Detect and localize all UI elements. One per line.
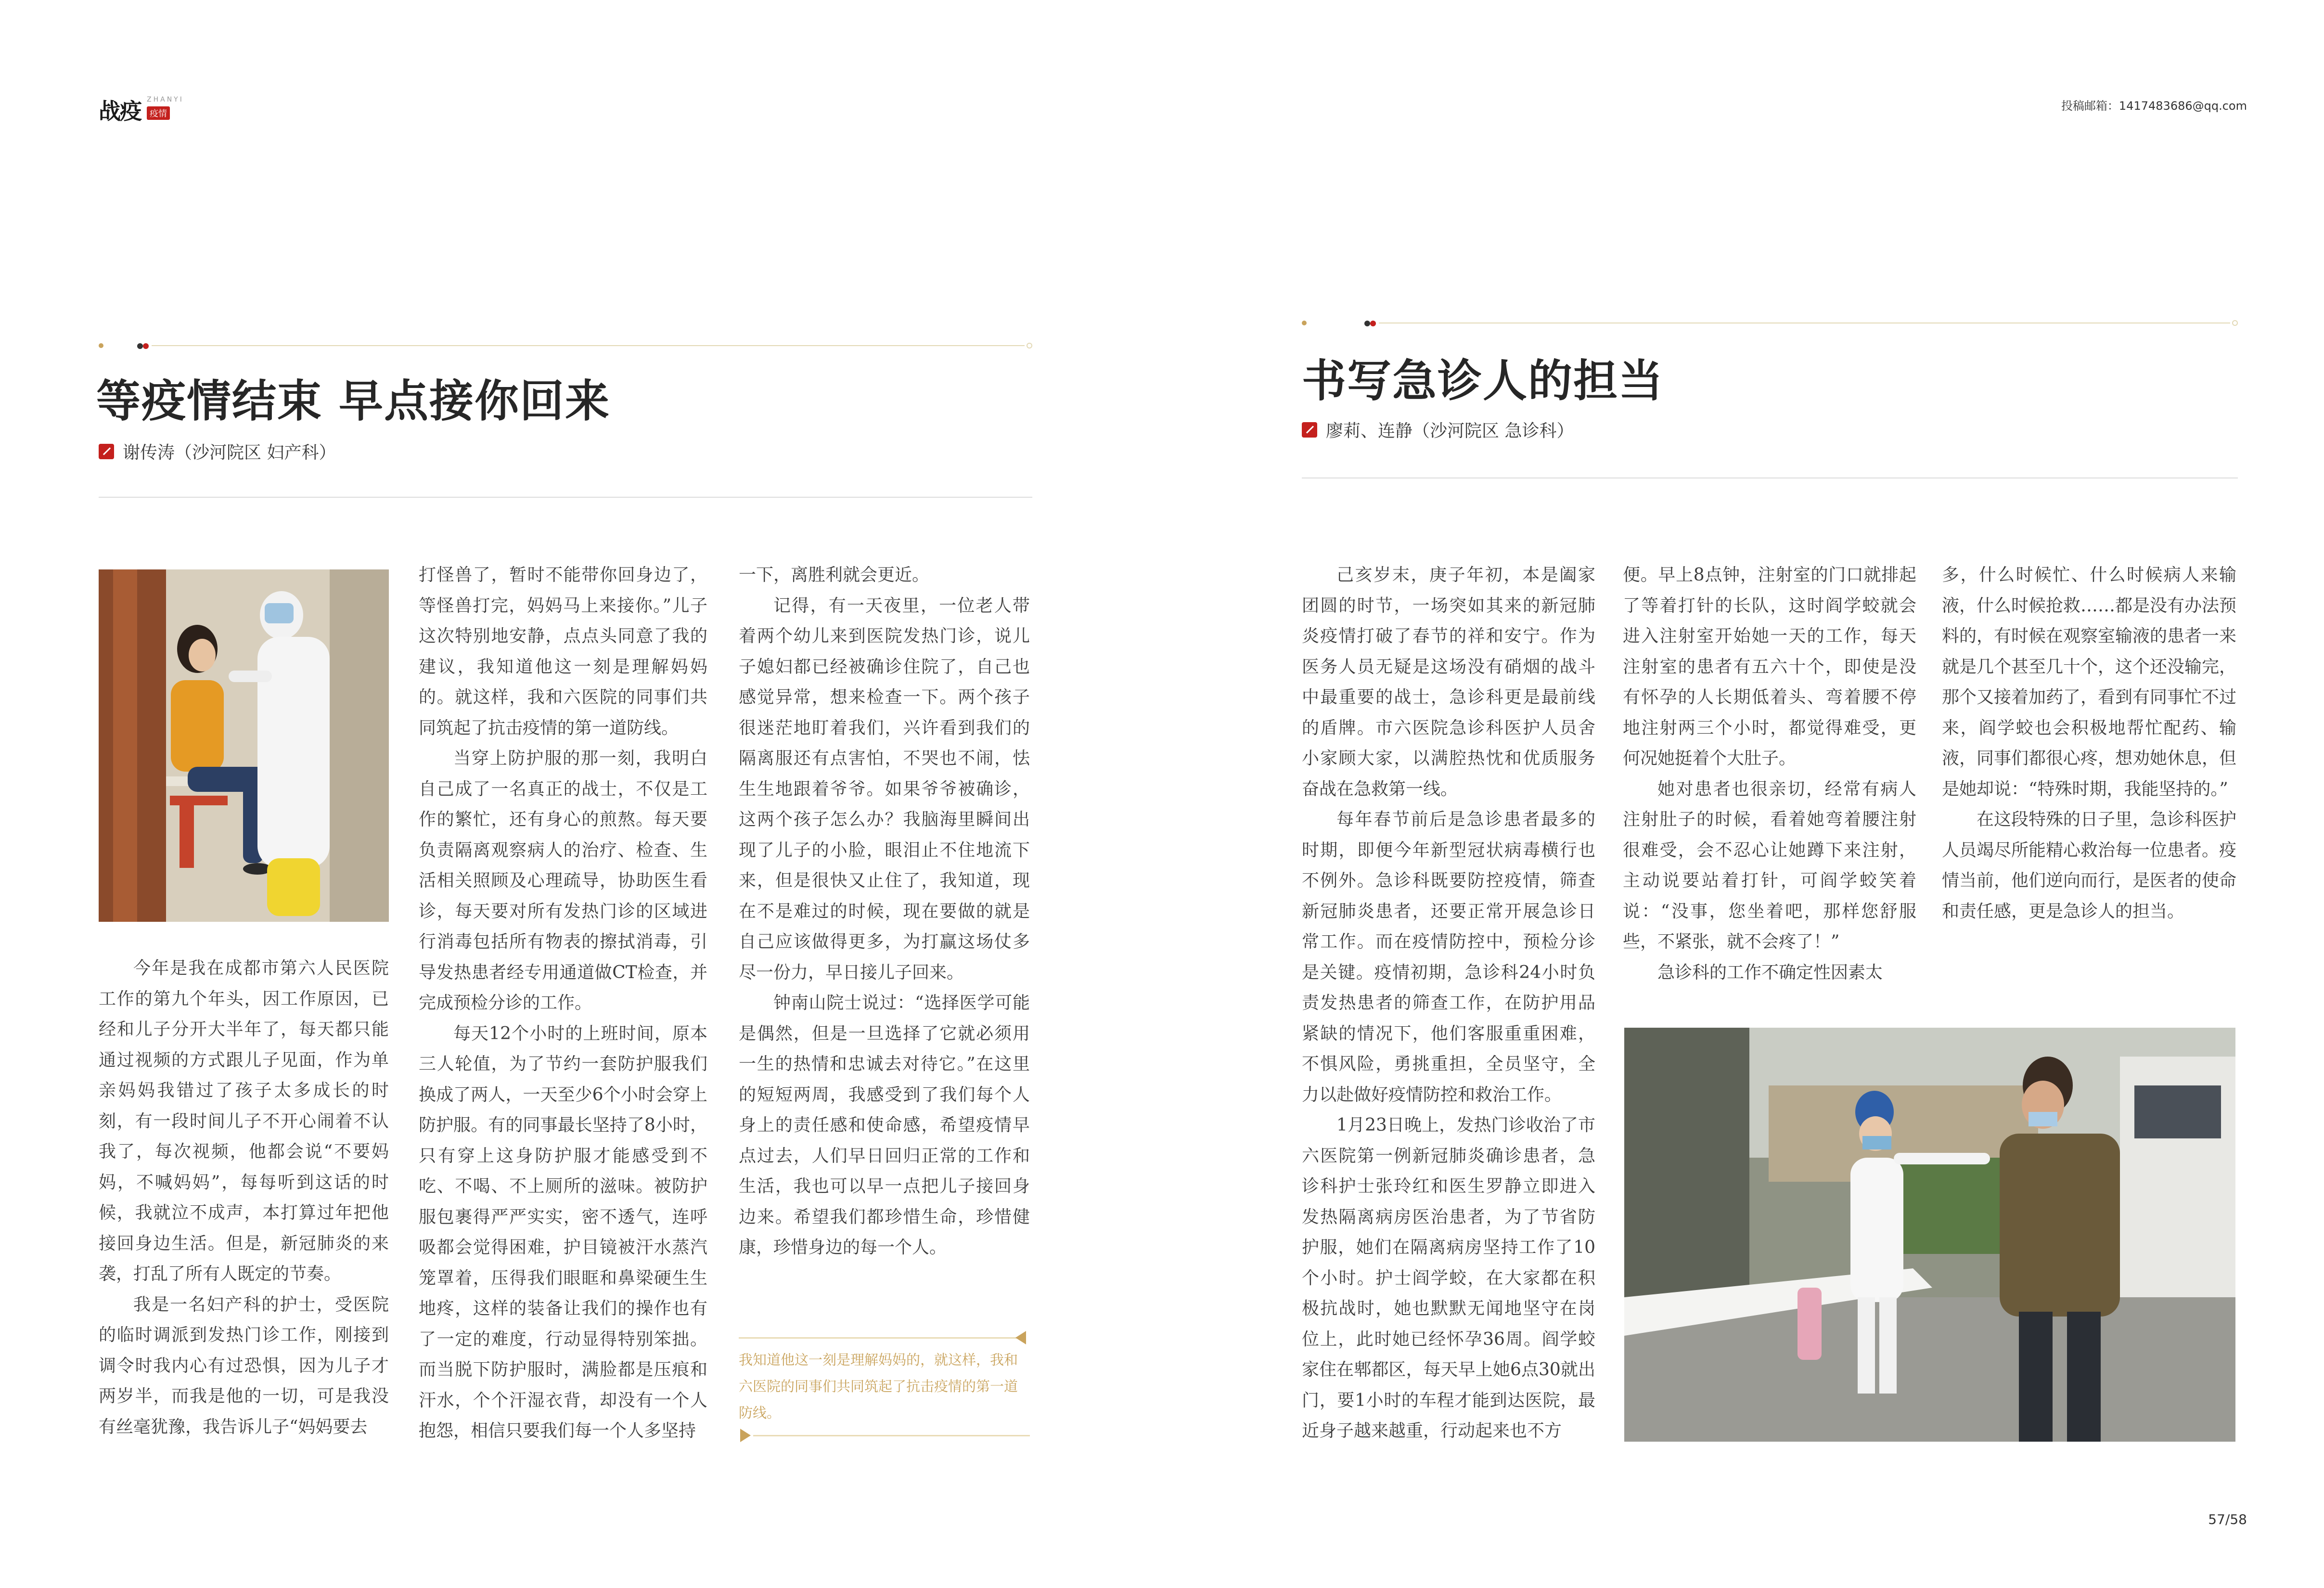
article-byline <box>1302 417 1574 442</box>
paragraph: 多，什么时候忙、什么时候病人来输液，什么时候抢救……都是没有办法预料的，有时候在观察室输液的患者一来就是几个甚至几十个，这个还没输完，那个又接着加药了，看到有同事忙不过来，阎学蛟也会积极地帮忙配药、输液，同事们都很心疼，想劝她休息，但是她却说：“特殊时期，我能坚持的。” <box>1942 565 2237 799</box>
paragraph: 便。早上8点钟，注射室的门口就排起了等着打针的长队，这时阎学蛟就会进入注射室开始她一天的工作，每天注射室的患者有五六十个，即使是没有怀孕的人长期低着头、弯着腰不停地注射两三个小时，都觉得难受，更何况她挺着个大肚子。 <box>1623 565 1916 768</box>
byline-text: 谢传涛（沙河院区 妇产科） <box>123 443 336 463</box>
pen-icon <box>99 444 114 459</box>
article-byline <box>99 439 336 464</box>
pullquote: 我知道他这一刻是理解妈妈的，就这样，我和六医院的同事们共同筑起了抗击疫情的第一道防线。 <box>739 1352 1018 1421</box>
paragraph: 己亥岁末，庚子年初，本是阖家团圆的时节，一场突如其来的新冠肺炎疫情打破了春节的祥和安宁。作为医务人员无疑是这场没有硝烟的战斗中最重要的战士，急诊科更是最前线的盾牌。市六医院急诊科医护人员舍小家顾大家，以满腔热忱和优质服务奋战在急救第一线。 <box>1302 565 1595 799</box>
rule-dot-red <box>1370 321 1376 326</box>
paragraph: 钟南山院士说过：“选择医学可能是偶然，但是一旦选择了它就必须用一生的热情和忠诚去对待它。”在这里的短短两周，我感受到了我们每个人身上的责任感和使命感，希望疫情早点过去，人们早日回归正常的工作和生活，我也可以早一点把儿子接回身边来。希望我们都珍惜生命，珍惜健康，珍惜身边的每一个人。 <box>739 993 1030 1257</box>
paragraph: 今年是我在成都市第六人民医院工作的第九个年头，因工作原因，已经和儿子分开大半年了，每天都只能通过视频的方式跟儿子见面，作为单亲妈妈我错过了孩子太多成长的时刻，有一段时间儿子不开心闹着不认我了，每次视频，他都会说“不要妈妈，不喊妈妈”，每每听到这话的时候，我就泣不成声，本打算过年把他接回身边生活。但是，新冠肺炎的来袭，打乱了所有人既定的节奏。 <box>99 958 389 1284</box>
paragraph: 一下，离胜利就会更近。 <box>739 565 930 585</box>
photo-swab-test <box>99 569 389 922</box>
logo-badge: 疫情 <box>147 106 170 120</box>
paragraph: 1月23日晚上，发热门诊收治了市六医院第一例新冠肺炎确诊患者，急诊科护士张玲红和医生罗静立即进入发热隔离病房医治患者，为了节省防护服，她们在隔离病房坚持工作了10个小时。护士阎学蛟，在大家都在积极抗战时，她也默默无闻地坚守在岗位上，此时她已经怀孕36周。阎学蛟家住在郫都区，每天早上她6点30就出门，要1小时的车程才能到达医院，最近身子越来越重，行动起来也不方 <box>1302 1115 1595 1441</box>
paragraph: 在这段特殊的日子里，急诊科医护人员竭尽所能精心救治每一位患者。疫情当前，他们逆向而行，是医者的使命和责任感，更是急诊人的担当。 <box>1942 810 2237 921</box>
paragraph: 我是一名妇产科的护士，受医院的临时调派到发热门诊工作，刚接到调令时我内心有过恐惧，因为儿子才两岁半，而我是他的一切，可是我没有丝毫犹豫，我告诉儿子“妈妈要去 <box>99 1294 389 1437</box>
paragraph: 当穿上防护服的那一刻，我明白自己成了一名真正的战士，不仅是工作的繁忙，还有身心的煎熬。每天要负责隔离观察病人的治疗、检查、生活相关照顾及心理疏导，协助医生看诊，每天要对所有发热门诊的区域进行消毒包括所有物表的擦拭消毒，引导发热患者经专用通道做CT检查，并完成预检分诊的工作。 <box>419 749 707 1013</box>
byline-text: 廖莉、连静（沙河院区 急诊科） <box>1326 421 1574 441</box>
section-rule-right <box>1302 320 2238 326</box>
title-divider <box>99 497 1032 498</box>
rule-dot-end <box>1027 343 1032 349</box>
photo-temperature-check-illustration <box>1624 1028 2235 1442</box>
photo-swab-test-illustration <box>99 569 389 922</box>
logo-main-text: 战疫 <box>99 98 141 124</box>
rule-dot-black <box>1364 321 1370 326</box>
right-article-column-2 <box>1623 560 1916 988</box>
paragraph: 每年春节前后是急诊患者最多的时期，即便今年新型冠状病毒横行也不例外。急诊科既要防控疫情，筛查新冠肺炎患者，还要正常开展急诊日常工作。而在疫情防控中，预检分诊是关键。疫情初期，急诊科24小时负责发热患者的筛查工作，在防护用品紧缺的情况下，他们客服重重困难，不惧风险，勇挑重担，全员坚守，全力以赴做好疫情防控和救治工作。 <box>1302 810 1595 1105</box>
paragraph: 她对患者也很亲切，经常有病人注射肚子的时候，看着她弯着腰注射很难受，会不忍心让她蹲下来注射，主动说要站着打针，可阎学蛟笑着说：“没事，您坐着吧，那样您舒服些，不紧张，就不会疼了！” <box>1623 779 1916 952</box>
page-number: 57/58 <box>2208 1511 2247 1527</box>
photo-temperature-check <box>1624 1028 2235 1442</box>
left-article-column-1 <box>99 953 389 1442</box>
paragraph: 打怪兽了，暂时不能带你回身边了，等怪兽打完，妈妈马上来接你。”儿子这次特别地安静，点点头同意了我的建议，我知道他这一刻是理解妈妈的。就这样，我和六医院的同事们共同筑起了抗击疫情的第一道防线。 <box>419 565 707 738</box>
pullquote-triangle-left-icon <box>1015 1331 1026 1344</box>
pullquote-top-rule <box>739 1337 1018 1339</box>
rule-dot-red <box>143 343 149 349</box>
rule-dot-end <box>2232 320 2238 326</box>
pullquote-bottom-rule <box>753 1435 1030 1436</box>
right-article-column-1 <box>1302 560 1595 1446</box>
article-title: 等疫情结束 早点接你回来 <box>96 375 611 427</box>
section-rule-left <box>99 343 1032 349</box>
left-article-column-3 <box>739 560 1030 1263</box>
paragraph: 记得，有一天夜里，一位老人带着两个幼儿来到医院发热门诊，说儿子媳妇都已经被确诊住院了，自己也感觉异常，想来检查一下。两个孩子很迷茫地盯着我们，兴许看到我们的隔离服还有点害怕，不哭也不闹，怯生生地跟着爷爷。如果爷爷被确诊，这两个孩子怎么办？我脑海里瞬间出现了儿子的小脸，眼泪止不住地流下来，但是很快又止住了，我知道，现在不是难过的时候，现在要做的就是自己应该做得更多，为打赢这场仗多尽一份力，早日接儿子回来。 <box>739 595 1030 982</box>
rule-dot-black <box>137 343 143 349</box>
paragraph: 急诊科的工作不确定性因素太 <box>1657 962 1883 982</box>
pullquote-triangle-right-icon <box>740 1429 751 1442</box>
article-title: 书写急诊人的担当 <box>1302 355 1664 407</box>
submission-email: 投稿邮箱：1417483686@qq.com <box>2061 99 2247 113</box>
logo-pinyin-text: ZHANYI <box>147 96 184 103</box>
left-article-column-2 <box>419 560 707 1446</box>
pen-icon <box>1302 422 1317 438</box>
rule-dot-gold <box>99 343 103 348</box>
rule-dot-gold <box>1302 321 1307 325</box>
paragraph: 每天12个小时的上班时间，原本三人轮值，为了节约一套防护服我们换成了两人，一天至少6个小时会穿上防护服。有的同事最长坚持了8小时，只有穿上这身防护服才能感受到不吃、不喝、不上厕所的滋味。被防护服包裹得严严实实，密不透气，连呼吸都会觉得困难，护目镜被汗水蒸汽笼罩着，压得我们眼眶和鼻梁硬生生地疼，这样的装备让我们的操作也有了一定的难度，行动显得特别笨拙。而当脱下防护服时，满脸都是压痕和汗水，个个汗湿衣背，却没有一个人抱怨，相信只要我们每一个人多坚持 <box>419 1023 707 1441</box>
magazine-logo <box>99 94 205 123</box>
right-article-column-3 <box>1942 560 2236 927</box>
